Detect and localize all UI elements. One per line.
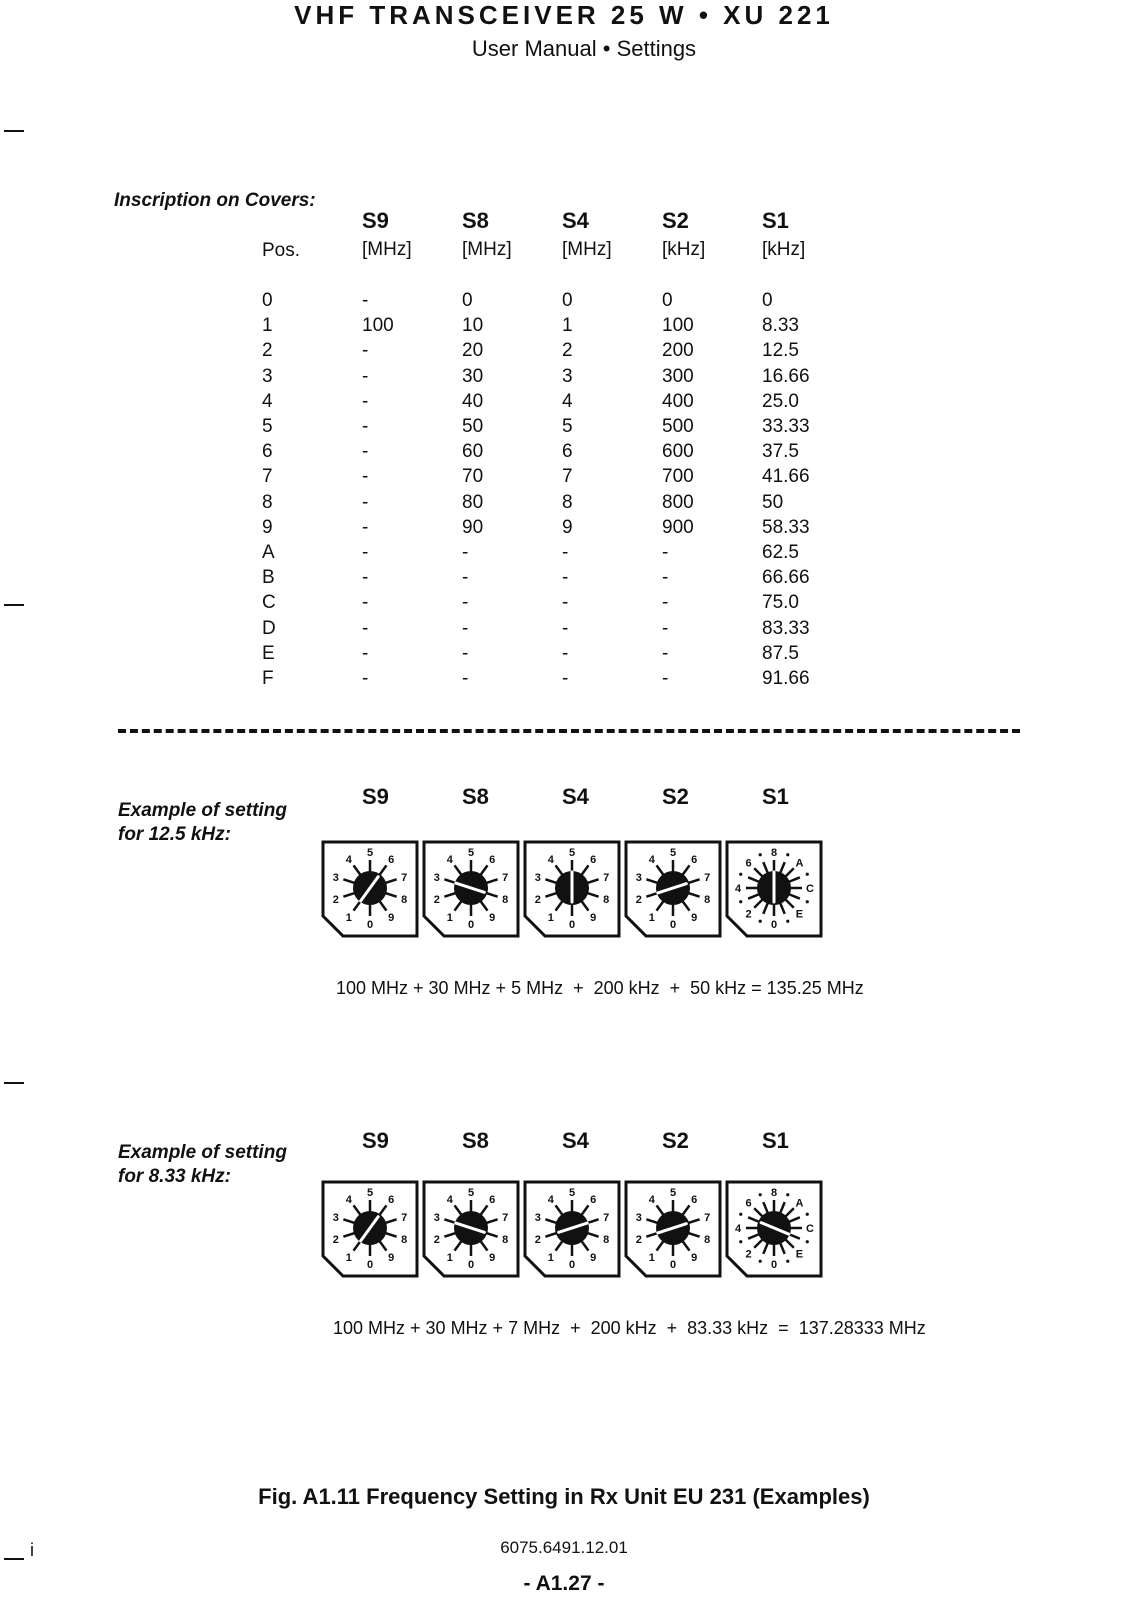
table-cell: - (362, 617, 369, 639)
rotary-switch-s9 (321, 1180, 419, 1278)
dial-number: 8 (502, 894, 509, 907)
row-position: 8 (262, 491, 273, 513)
document-subtitle: User Manual • Settings (471, 36, 697, 61)
dial-number: C (806, 1223, 814, 1235)
table-cell: 25.0 (762, 390, 799, 412)
table-cell: - (362, 642, 369, 664)
dial-number: 5 (568, 1187, 576, 1199)
dial-number: 8 (770, 847, 778, 859)
dial-number: 6 (745, 1197, 752, 1210)
dial-number: 2 (635, 894, 642, 907)
dial-number: 9 (691, 1252, 698, 1265)
table-cell: 100 (362, 315, 394, 337)
dial-number: 1 (345, 1252, 352, 1265)
table-cell: - (462, 542, 469, 563)
table-cell: 300 (662, 365, 694, 387)
dial-number: 6 (745, 857, 752, 870)
example-label-line1: Example of setting (118, 1142, 287, 1163)
margin-mark (4, 1082, 24, 1084)
dial-number: 8 (401, 894, 408, 907)
dial-number: 6 (590, 1193, 597, 1206)
dial-number: 6 (489, 1193, 496, 1206)
row-position: C (262, 592, 276, 614)
rotary-switch-s8 (422, 840, 520, 938)
table-cell: 90 (462, 516, 484, 538)
dial-number: 5 (467, 1187, 475, 1199)
table-cell: - (362, 592, 369, 614)
switch-label-s9: S9 (362, 1128, 389, 1153)
dial-number: 8 (704, 1234, 711, 1247)
table-cell: - (362, 340, 369, 362)
table-cell: 500 (662, 416, 694, 437)
column-unit-s4: [MHz] (562, 239, 612, 260)
dial-number: 4 (648, 853, 655, 866)
row-position: 4 (262, 390, 273, 412)
table-cell: - (362, 365, 369, 387)
dial-dot (739, 1240, 742, 1243)
switch-label-s4: S4 (562, 784, 589, 809)
table-cell: 8 (562, 491, 573, 513)
table-cell: 33.33 (762, 416, 810, 437)
dial-dot (759, 920, 762, 923)
dial-number: 4 (734, 1223, 742, 1235)
dial-number: 9 (388, 912, 395, 925)
dial-dot (759, 1193, 762, 1196)
dial-number: 5 (669, 847, 677, 859)
dial-number: 4 (648, 1193, 655, 1206)
dial-number: 8 (704, 894, 711, 907)
table-cell: - (462, 642, 469, 664)
dial-number: 1 (446, 912, 453, 925)
row-position: 9 (262, 516, 273, 538)
margin-letter: i (30, 1540, 34, 1560)
dial-number: 5 (467, 847, 475, 859)
column-unit-s1: [kHz] (762, 239, 806, 260)
dial-number: 6 (590, 853, 597, 866)
table-cell: - (362, 668, 369, 689)
column-header-s8: S8 (462, 208, 489, 233)
page-number: - A1.27 - (523, 1572, 605, 1595)
row-position: F (262, 668, 274, 689)
table-cell: - (362, 516, 369, 538)
table-cell: - (362, 491, 369, 513)
table-cell: - (462, 567, 469, 589)
dial-number: 8 (502, 1234, 509, 1247)
dial-number: 6 (691, 853, 698, 866)
table-cell: 12.5 (762, 340, 799, 362)
row-position: 6 (262, 441, 273, 463)
table-cell: 66.66 (762, 567, 810, 589)
dial-number: 0 (467, 919, 475, 931)
dial-number: 7 (603, 1211, 610, 1224)
table-cell: 4 (562, 390, 573, 412)
switch-label-s1: S1 (762, 1128, 789, 1153)
dial-number: 2 (745, 1248, 752, 1261)
table-cell: 16.66 (762, 365, 810, 387)
dial-number: 4 (446, 1193, 453, 1206)
rotary-switch-s4 (523, 840, 621, 938)
dial-number: 7 (401, 1211, 408, 1224)
table-caption: Inscription on Covers: (114, 190, 316, 211)
switch-label-s9: S9 (362, 784, 389, 809)
dial-dot (786, 1260, 789, 1263)
column-header-s9: S9 (362, 208, 389, 233)
dashed-separator (118, 729, 1020, 733)
column-header-s2: S2 (662, 208, 689, 233)
dial-dot (806, 873, 809, 876)
dial-dot (786, 920, 789, 923)
table-cell: - (462, 592, 469, 614)
table-cell: 900 (662, 516, 694, 538)
rotary-switch-s4 (523, 1180, 621, 1278)
dial-dot (806, 900, 809, 903)
dial-number: 6 (388, 1193, 395, 1206)
dial-number: C (806, 883, 814, 895)
dial-number: 2 (745, 908, 752, 921)
switch-label-s2: S2 (662, 1128, 689, 1153)
table-cell: 41.66 (762, 466, 810, 488)
column-unit-s8: [MHz] (462, 239, 512, 260)
table-cell: - (362, 290, 369, 311)
dial-number: 0 (669, 1259, 677, 1271)
rotary-switch-s2 (624, 1180, 722, 1278)
dial-number: 8 (603, 1234, 610, 1247)
document-number: 6075.6491.12.01 (500, 1538, 628, 1557)
dial-number: 8 (770, 1187, 778, 1199)
dial-number: 6 (691, 1193, 698, 1206)
dial-number: 1 (446, 1252, 453, 1265)
table-cell: - (362, 390, 369, 412)
dial-number: 7 (704, 1211, 711, 1224)
row-position: D (262, 617, 276, 639)
dial-number: 7 (502, 871, 509, 884)
table-cell: - (462, 668, 469, 689)
dial-number: 0 (770, 1259, 778, 1271)
row-position: A (262, 542, 275, 563)
dial-number: 1 (547, 912, 554, 925)
table-cell: 400 (662, 390, 694, 412)
row-position: 2 (262, 340, 273, 362)
dial-number: 9 (590, 1252, 597, 1265)
column-unit-s9: [MHz] (362, 239, 412, 260)
dial-number: 1 (648, 1252, 655, 1265)
dial-number: 1 (547, 1252, 554, 1265)
dial-number: 9 (489, 1252, 496, 1265)
table-cell: 0 (462, 290, 473, 311)
table-cell: 700 (662, 466, 694, 488)
table-cell: - (362, 542, 369, 563)
dial-dot (806, 1240, 809, 1243)
dial-number: 4 (734, 883, 742, 895)
table-cell: - (562, 542, 569, 563)
dial-number: 5 (669, 1187, 677, 1199)
dial-number: 7 (502, 1211, 509, 1224)
dial-number: 3 (534, 1211, 541, 1224)
table-cell: - (462, 617, 469, 639)
dial-number: 5 (366, 847, 374, 859)
table-cell: 600 (662, 441, 694, 463)
table-cell: - (562, 567, 569, 589)
table-cell: - (662, 642, 669, 664)
row-position: 3 (262, 365, 273, 387)
dial-number: 3 (433, 1211, 440, 1224)
switch-label-s8: S8 (462, 784, 489, 809)
table-cell: 37.5 (762, 441, 799, 463)
rotary-switch-s9 (321, 840, 419, 938)
row-position: B (262, 567, 275, 589)
table-cell: 6 (562, 441, 573, 463)
table-cell: 7 (562, 466, 573, 488)
table-cell: 20 (462, 340, 484, 362)
dial-number: 3 (433, 871, 440, 884)
switch-label-s2: S2 (662, 784, 689, 809)
pos-column-header: Pos. (262, 240, 301, 261)
example-label-line1: Example of setting (118, 800, 287, 821)
row-position: 0 (262, 290, 273, 311)
dial-number: 5 (366, 1187, 374, 1199)
dial-dot (739, 1213, 742, 1216)
dial-dot (806, 1213, 809, 1216)
dial-number: 3 (635, 1211, 642, 1224)
dial-dot (739, 873, 742, 876)
dial-number: 4 (345, 1193, 352, 1206)
row-position: 5 (262, 416, 273, 437)
dial-number: 2 (332, 1234, 339, 1247)
table-cell: - (662, 542, 669, 563)
table-cell: 8.33 (762, 315, 799, 337)
table-cell: 0 (562, 290, 573, 311)
dial-number: 7 (704, 871, 711, 884)
table-cell: 10 (462, 315, 484, 337)
dial-number: 4 (345, 853, 352, 866)
table-cell: 60 (462, 441, 484, 463)
table-cell: 80 (462, 491, 484, 513)
table-cell: 5 (562, 416, 573, 437)
row-position: E (262, 642, 275, 664)
dial-number: 2 (534, 1234, 541, 1247)
dial-number: 2 (433, 894, 440, 907)
table-cell: - (562, 668, 569, 689)
dial-number: A (795, 857, 804, 870)
dial-dot (739, 900, 742, 903)
table-cell: - (562, 592, 569, 614)
column-unit-s2: [kHz] (662, 239, 706, 260)
table-cell: 2 (562, 340, 573, 362)
table-cell: 58.33 (762, 516, 810, 538)
dial-number: 9 (388, 1252, 395, 1265)
table-cell: - (662, 567, 669, 589)
dial-number: 0 (467, 1259, 475, 1271)
dial-number: 2 (534, 894, 541, 907)
example-label-line2: for 8.33 kHz: (118, 1166, 231, 1187)
table-cell: 1 (562, 315, 573, 337)
table-cell: 50 (762, 491, 784, 513)
dial-number: 8 (401, 1234, 408, 1247)
switch-label-s4: S4 (562, 1128, 589, 1153)
column-header-s1: S1 (762, 208, 789, 233)
dial-number: 3 (332, 871, 339, 884)
dial-dot (759, 853, 762, 856)
dial-number: E (795, 1248, 804, 1261)
table-cell: - (562, 642, 569, 664)
example-label-line2: for 12.5 kHz: (118, 824, 231, 845)
table-cell: 100 (662, 315, 694, 337)
dial-number: E (795, 908, 804, 921)
dial-number: 0 (568, 919, 576, 931)
dial-number: 1 (345, 912, 352, 925)
dial-number: 4 (547, 853, 554, 866)
dial-number: 0 (770, 919, 778, 931)
dial-number: 0 (366, 1259, 374, 1271)
table-cell: - (362, 567, 369, 589)
switch-label-s1: S1 (762, 784, 789, 809)
dial-number: A (795, 1197, 804, 1210)
dial-dot (786, 853, 789, 856)
table-cell: - (362, 416, 369, 437)
dial-number: 1 (648, 912, 655, 925)
dial-number: 7 (401, 871, 408, 884)
dial-number: 5 (568, 847, 576, 859)
rotary-switch-s2 (624, 840, 722, 938)
table-cell: 62.5 (762, 542, 799, 563)
table-cell: 40 (462, 390, 484, 412)
dial-number: 3 (534, 871, 541, 884)
table-cell: - (662, 668, 669, 689)
table-cell: 0 (662, 290, 673, 311)
dial-number: 2 (332, 894, 339, 907)
switch-label-s8: S8 (462, 1128, 489, 1153)
dial-number: 6 (489, 853, 496, 866)
table-cell: - (362, 441, 369, 463)
dial-number: 7 (603, 871, 610, 884)
rotary-switch-s8 (422, 1180, 520, 1278)
table-cell: 83.33 (762, 617, 810, 639)
table-cell: 91.66 (762, 668, 810, 689)
rotary-switch-s1 (725, 840, 823, 938)
dial-number: 4 (547, 1193, 554, 1206)
dial-number: 8 (603, 894, 610, 907)
margin-mark (4, 130, 24, 132)
frequency-equation: 100 MHz + 30 MHz + 7 MHz + 200 kHz + 83.33 kHz = 137.28333 MHz (333, 1318, 926, 1338)
table-cell: 800 (662, 491, 694, 513)
dial-number: 2 (635, 1234, 642, 1247)
dial-number: 9 (590, 912, 597, 925)
table-cell: - (562, 617, 569, 639)
dial-dot (786, 1193, 789, 1196)
figure-caption: Fig. A1.11 Frequency Setting in Rx Unit EU 231 (Examples) (258, 1484, 870, 1509)
dial-number: 2 (433, 1234, 440, 1247)
table-cell: 9 (562, 516, 573, 538)
dial-number: 9 (489, 912, 496, 925)
dial-dot (759, 1260, 762, 1263)
dial-number: 0 (568, 1259, 576, 1271)
dial-number: 0 (366, 919, 374, 931)
table-cell: - (662, 592, 669, 614)
margin-mark (4, 604, 24, 606)
table-cell: 75.0 (762, 592, 799, 614)
frequency-equation: 100 MHz + 30 MHz + 5 MHz + 200 kHz + 50 kHz = 135.25 MHz (336, 978, 864, 998)
table-cell: 3 (562, 365, 573, 387)
dial-number: 9 (691, 912, 698, 925)
dial-number: 4 (446, 853, 453, 866)
table-cell: 30 (462, 365, 484, 387)
dial-number: 3 (635, 871, 642, 884)
table-cell: 87.5 (762, 642, 799, 664)
column-header-s4: S4 (562, 208, 589, 233)
table-cell: - (362, 466, 369, 488)
rotary-switch-s1 (725, 1180, 823, 1278)
table-cell: 50 (462, 416, 484, 437)
table-cell: 200 (662, 340, 694, 362)
table-cell: 0 (762, 290, 773, 311)
margin-mark (4, 1558, 24, 1560)
dial-number: 0 (669, 919, 677, 931)
dial-number: 6 (388, 853, 395, 866)
table-cell: - (662, 617, 669, 639)
dial-number: 3 (332, 1211, 339, 1224)
row-position: 1 (262, 315, 273, 337)
row-position: 7 (262, 466, 273, 488)
table-cell: 70 (462, 466, 484, 488)
document-title: VHF TRANSCEIVER 25 W • XU 221 (294, 0, 834, 30)
